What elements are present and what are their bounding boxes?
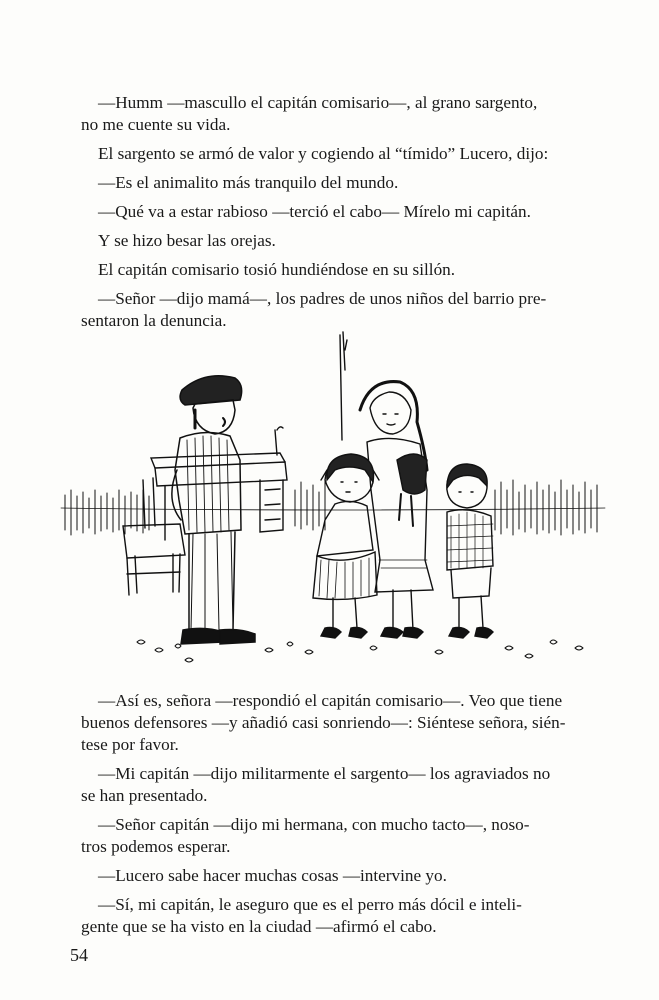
paragraph-8 xyxy=(81,690,608,756)
text-line: tros podemos esperar. xyxy=(81,837,231,856)
text-line: El sargento se armó de valor y cogiendo al “tímido” Lucero, dijo: xyxy=(98,144,549,163)
text-line: —Lucero sabe hacer muchas cosas —intervine yo. xyxy=(98,866,447,885)
paragraph-5 xyxy=(98,230,608,252)
paragraph-1 xyxy=(81,92,608,136)
text-line: —Señor —dijo mamá—, los padres de unos niños del barrio pre- xyxy=(98,289,547,308)
text-line: —Sí, mi capitán, le aseguro que es el perro más dócil e inteli- xyxy=(98,895,522,914)
paragraph-2 xyxy=(98,143,608,165)
text-line: —Humm —mascullo el capitán comisario—, al grano sargento, xyxy=(98,93,538,112)
text-line: buenos defensores —y añadió casi sonriendo—: Siéntese señora, sién- xyxy=(81,713,566,732)
boy-figure xyxy=(447,464,493,638)
paragraph-6 xyxy=(98,259,608,281)
text-line: —Qué va a estar rabioso —terció el cabo— Mírelo mi capitán. xyxy=(98,202,531,221)
text-line: —Señor capitán —dijo mi hermana, con mucho tacto—, noso- xyxy=(98,815,530,834)
paragraph-4 xyxy=(98,201,608,223)
paragraph-9 xyxy=(81,763,608,807)
illustration-police-scene xyxy=(55,330,615,675)
text-line: —Así es, señora —respondió el capitán comisario—. Veo que tiene xyxy=(98,691,563,710)
text-line: —Mi capitán —dijo militarmente el sargento— los agraviados no xyxy=(98,764,551,783)
text-line: —Es el animalito más tranquilo del mundo. xyxy=(98,173,399,192)
chair xyxy=(123,478,185,595)
text-line: sentaron la denuncia. xyxy=(81,311,227,330)
text-line: El capitán comisario tosió hundiéndose en su sillón. xyxy=(98,260,456,279)
girl-figure xyxy=(313,454,379,638)
page-number: 54 xyxy=(70,945,88,965)
paragraph-3 xyxy=(98,172,608,194)
text-line: se han presentado. xyxy=(81,786,208,805)
paragraph-12 xyxy=(81,894,608,938)
text-line: Y se hizo besar las orejas. xyxy=(98,231,276,250)
paragraph-10 xyxy=(81,814,608,858)
text-line: no me cuente su vida. xyxy=(81,115,231,134)
paragraph-7 xyxy=(81,288,608,332)
paragraph-11 xyxy=(98,865,608,887)
text-line: gente que se ha visto en la ciudad —afirmó el cabo. xyxy=(81,917,437,936)
text-line: tese por favor. xyxy=(81,735,179,754)
